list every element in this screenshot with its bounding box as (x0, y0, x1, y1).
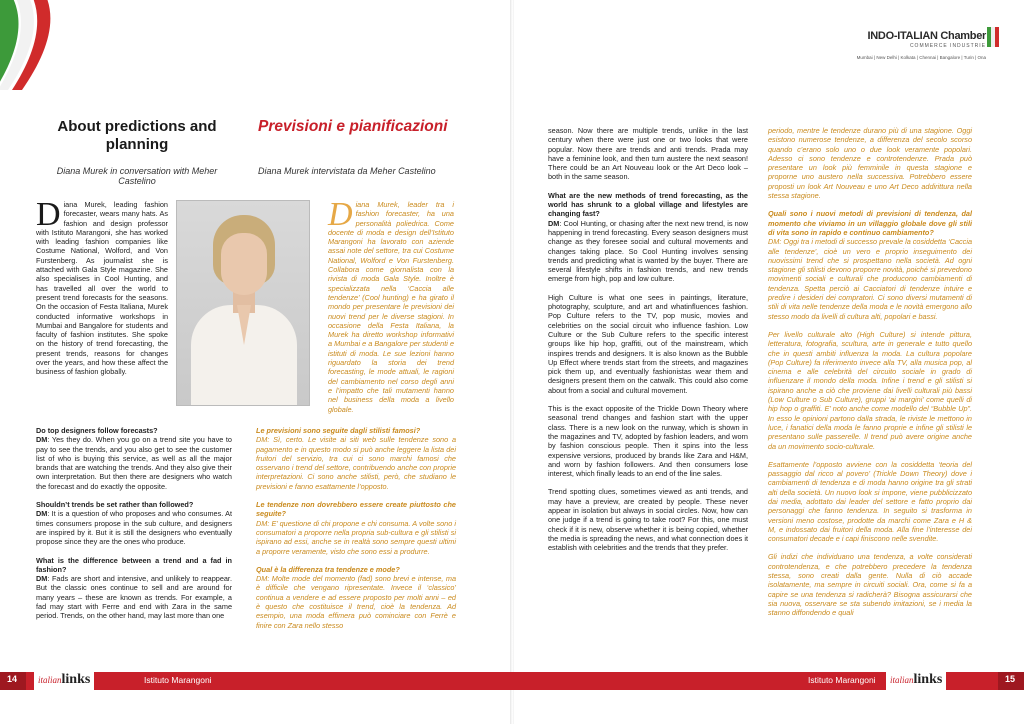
italian-qa-column (256, 426, 456, 639)
question-2-it: Le tendenze non dovrebbero essere create piuttosto che seguite? (256, 500, 456, 519)
portrait-photo (176, 200, 310, 406)
answer-4-it: DM: Oggi tra i metodi di successo prevale la cosiddetta ‘Caccia alle tendenze’, cioè un vero e proprio inseguimento dei nuovissimi trend che si prospettano nella società. Ad ogni stagione gli stilisti devono proporre novità, poiché si prevedono movimenti sociali e culturali che producono cambiamenti di tendenza. Spetta perciò ai Cacciatori di tendenze intuire e predire i desideri dei compratori. Ci sono diversi mutamenti di stili di vita nelle tendenze della moda e le novità emergono allo stesso modo da livelli di cultura alti, popolari e bassi. (768, 237, 972, 321)
para-2-it: Per livello culturale alto (High Culture) si intende pittura, letteratura, fotografia, scultura, arte in generale e tutto quello che in questi ambiti influenza la moda. La cultura popolare (Pop Culture) fa riferimento invece alla TV, alla musica pop, al cinema e alle celebrità del circuito sociale in grado di influenzare il mondo della moda. Infine i trend e gli stilisti si ispirano anche a ciò che proviene dai livelli culturali più bassi (Low Culture o Sub Culture), gruppi ‘ai margini’ come quelli di hip hop o graffiti. E’ noto anche come modello del “Bubble Up”. In esso le opinioni partono dalla strada, le riviste le mettono in luce, i fanatici della moda le fanno proprie e infine gli stilisti le presentano sulle passerelle. Il trend può avere origine anche da un movimento socio-culturale. (768, 329, 972, 451)
question-2-en: Shouldn’t trends be set rather than followed? (36, 500, 194, 510)
question-3-it: Qual è la differenza tra tendenze e mode? (256, 564, 400, 574)
para-4-it: Gli indizi che individuano una tendenza, a volte considerati controtendenza, e che potrebbero precedere la tendenza stessa, sono creati dalla gente. Nulla di ciò accade isolatamente, ma sempre in circuiti sociali. Ora, come si fa a capire se una tendenza si radicherà? Bisogna assicurarsi che sia nuova, osservare se sta subendo imitazioni, se i media la stanno diffondendo e quali (768, 552, 972, 618)
page-number-right: 15 (1005, 674, 1016, 684)
institute-label-left: Istituto Marangoni (144, 675, 212, 685)
english-qa-column: Do top designers follow forecasts? DM: Yes they do. When you go on a trend site you have to pay to see the trends, and you also get to see the customer list of who is buying this service, as well as all the major brands that are watching the trends. And they also give their own interpretation. But then there are designers who watch the forecast and do exactly the opposite. Shouldn’t trends be set rather than followed? DM: It is a question of who proposes and who consumes. At times consumers propose in the sub culture, and designers are inspired by it. But it is still the designers who eventually propose since they are the ones who produce. What is the difference between a trend and a fad in fashion? DM: Fads are short and intensive, and unlikely to reappear. But the classic ones continue to sell and are around for many years – these are known as trends. For example, a fad may start with Ferre and end with Zara in the same period. Trends, on the other hand, may last more than one (36, 426, 232, 621)
footer-bar (0, 672, 1024, 690)
question-1-en: Do top designers follow forecasts? (36, 426, 158, 435)
answer-3-it: DM: Molte mode del momento (fad) sono brevi e intense, ma è difficile che vengano ripresentate. Invece il ‘classico’ continua a vendere e ad essere proposto per molti anni – ed è questo che costituisce il trend, cioè la tendenza. Ad esempio, una moda effimera può cominciare con Ferrè e finire con Zara nello stesso (256, 574, 456, 630)
article-title-en: About predictions and planning (57, 118, 217, 153)
article-title-it: Previsioni e pianificazioni (258, 118, 448, 135)
para-2-en: High Culture is what one sees in paintings, literature, photography, sculpture, and art and whatinfluences fashion. Pop Culture refers to the TV, pop music, movies and celebrities on the social circuit who influence fashion. Low Culture or the Sub Culture refers to the specific interest groups like hip hop, graffiti, out of the mainstream, which inspires trends and designers. It is also known as the Bubble Up Effect where trends start from the streets, and magazines pick them up, and eventually fashionistas wear them and designers present them on the catwalk. This could also come about from a social and cultural movement. (548, 292, 748, 395)
para-3-en: This is the exact opposite of the Trickle Down Theory where seasonal trend changes and fashion start with the upper class. There is a new look on the runway, which is shown in the magazines and TV, adopted by fashion leaders, and worn by fashion conscious people. Then it spins into the less expensive versions, produced by brands like Zara and H&M, and worn by fashion followers. And then consumers lose interest, which finally leads to an end of the line sales. (548, 404, 748, 479)
dropcap-it: D (328, 196, 353, 233)
italian-links-logo-left: italian links (34, 669, 94, 691)
byline-en: Diana Murek in conversation with Meher Castelino (56, 166, 218, 186)
answer-2-it: DM: E’ questione di chi propone e chi consuma. A volte sono i consumatori a proporre nella propria sub-cultura e gli stilisti si ispirano ad essi, anche se in realtà sono sempre questi ultimi a proporre veramente, visto che sono essi a produrre. (256, 518, 456, 556)
intro-it: iana Murek, leader tra i fashion forecaster, ha una personalità poliedrica. Come docente di moda e design dell’Istituto Marangoni ha lavorato con aziende assai note del settore, tra cui Costume National, Wolford e Von Furstenberg. Collabora come giornalista con la rivista di moda Gala Style. Inoltre è specializzata nella ‘Caccia alle tendenze’ (Cool hunting) e ha girato il mondo per presentare le previsioni dei nuovi trend per le diverse stagioni. In occasione della Festa Italiana, la Murek ha diretto workshop informativi a Mumbai e a Bangalore per studenti e istituti di moda. Le sue lezioni hanno riguardato la storia dei trend forecasting, le mode attuali, le ragioni del cambiamento nel corso degli anni e l’impatto che tali mutamenti hanno nel business della moda a livello globale. (328, 200, 454, 414)
english-intro-column (36, 196, 168, 386)
answer-4-en: : Cool Hunting, or chasing after the next new trend, is now happening in trend forecasting. Every season designers must change as they foresee social and cultural movements and changes taking place. So Cool Hunting involves sensing trends and predicting what is wanted by the buyer. There are several lifestyle shifts in fashion trends, and new trends emerge from high, pop and low culture. (548, 218, 748, 284)
question-4-it: Quali sono i nuovi metodi di previsioni di tendenza, dal momento che viviamo in un villaggio globale dove gli stili di vita sono in rapido e continuo cambiamento? (768, 209, 972, 237)
answer-3-en: : Fads are short and intensive, and unlikely to reappear. But the classic ones continue to sell and are around for many years – these are known as trends. For example, a fad may start with Ferre and end with Zara in the same period. Trends, on the other hand, may last more than one (36, 574, 232, 621)
question-3-en: What is the difference between a trend and a fad in fashion? (36, 555, 232, 574)
italian-intro-column (328, 196, 454, 423)
answer-1-it: DM: Sì, certo. Le visite ai siti web sulle tendenze sono a pagamento e in questo modo si può anche leggere la lista dei fruitori del servizio, tra cui ci sono marchi famosi che osservano i trend del settore, contribuendo anche con proprie interpretazioni. Ci sono anche stilisti, però, che studiano le previsioni e fanno esattamente l’opposto. (256, 435, 456, 491)
answer-2-en: : It is a question of who proposes and who consumes. At times consumers propose in the sub culture, and designers are inspired by it. But it is still the designers who eventually propose since they are the ones who produce. (36, 509, 232, 547)
italian-flag-swoosh (0, 0, 70, 90)
intro-en: iana Murek, leading fashion forecaster, wears many hats. As fashion and design professor with Istituto Marangoni, she has worked with leading fashion companies like Costume National, Wolford, and Von Furstenberg. As journalist she is attached with Gala Style magazine. She also specialises in Cool Hunting, and has travelled all over the world to present trend forecasts for the seasons. On the occasion of Festa Italiana, Murek conducted informative workshops in Mumbai and Bangalore for students and faculty of fashion institutes. She spoke on the history of trend forecasting, the present trends, reasons for changes over the years, and how these affect the business of fashion globally. (36, 200, 168, 377)
chamber-emblem-icon (986, 26, 1000, 48)
para-4-en: Trend spotting clues, sometimes viewed as anti trends, and may have a preview, are created by people. These never appear in isolation but always in social circles. Now, how can one judge if a trend is going to take root? For this, one must check if it is new, observe whether it is being copied, whether the media is spreading the news, and what connection does it establish with celebrities and the trends that they prefer. (548, 487, 748, 553)
para-1-it: periodo, mentre le tendenze durano più di una stagione. Oggi esistono numerose tendenze, a differenza del secolo scorso quando c’erano solo uno o due look veramente popolari. Adesso ci sono tendenze e controtendenze. Prada può presentare un look più femminile in questa stagione e proporne uno austero nella successiva. Potrebbero essere proposti un look Art Nouveau e uno Art Deco addirittura nella stessa stagione. (768, 126, 972, 201)
italian-column-right (768, 126, 972, 627)
question-1-it: Le previsioni sono seguite dagli stilisti famosi? (256, 426, 421, 435)
english-column-right: season. Now there are multiple trends, unlike in the last century when there were just one or two looks that were popular. Now there are trends and anti trends. Prada may have a feminine look, and then turn austere the next season! There could be an Art Nouveau look or the Art Deco look – both in the same season. What are the new methods of trend forecasting, as the world has shrunk to a global village and lifestyles are changing fast? DM: Cool Hunting, or chasing after the next new trend, is now happening in trend forecasting. Every season designers must change as they foresee social and cultural movements and changes taking place. So Cool Hunting involves sensing trends and predicting what is wanted by the buyer. There are several lifestyle shifts in fashion trends, and new trends emerge from high, pop and low culture. High Culture is what one sees in paintings, literature, photography, sculpture, and art and whatinfluences fashion. Pop Culture refers to the TV, pop music, movies and celebrities on the social circuit who influence fashion. Low Culture or the Sub Culture refers to the specific interest groups like hip hop, graffiti, out of the mainstream, which inspires trends and designers. It is also known as the Bubble Up Effect where trends start from the streets, and magazines pick them up, and eventually fashionistas wear them and designers present them on the catwalk. This could also come about from a social and cultural movement. This is the exact opposite of the Trickle Down Theory where seasonal trend changes and fashion start with the upper class. There is a new look on the runway, which is shown in the magazines and TV, adopted by fashion leaders, and worn by fashion conscious people. Then it spins into the less expensive versions, produced by brands like Zara and H&M, and worn by fashion followers. And then consumers lose interest, which finally leads to an end of the line sales. Trend spotting clues, sometimes viewed as anti trends, and may have a preview, are created by people. These never appear in isolation but always in social circles. Now, how can one judge if a trend is going to take root? For this, one must check if it is new, observe whether it is being copied, whether the media is spreading the news, and what connection does it establish with celebrities and the trends that they prefer. (548, 126, 748, 553)
indo-italian-chamber-logo: INDO-ITALIAN Chamber COMMERCE INDUSTRIE Mumbai | New Delhi | Kolkata | Chennai | Bangalore | Turin | Ona (856, 30, 986, 60)
institute-label-right: Istituto Marangoni (808, 675, 876, 685)
para-1-en: season. Now there are multiple trends, unlike in the last century when there were just one or two looks that were popular. Now there are trends and anti trends. Prada may have a feminine look, and then turn austere the next season! There could be an Art Nouveau look or the Art Deco look – both in the same season. (548, 126, 748, 182)
italian-links-logo-right: italian links (886, 669, 946, 691)
para-3-it: Esattamente l’opposto avviene con la cosiddetta ‘teoria del passaggio dal ricco al povero’ (Trickle Down Theory) dove i cambiamenti di tendenza e di moda hanno origine tra gli strati alti della società. Un nuovo look si impone, viene pubblicizzato dai media, adottato dai leader del settore e fatto proprio dai personaggi che fanno tendenza. In seguito si trasforma in versioni meno costose, prodotte da marchi come Zara e H & M, e indossato dai fruitori della moda. Alla fine l’interesse dei consumatori decade e i capi finiscono nelle svendite. (768, 459, 972, 544)
page-number-left: 14 (7, 674, 18, 684)
right-page (512, 0, 1024, 724)
answer-1-en: : Yes they do. When you go on a trend site you have to pay to see the trends, and you also get to see the customer list of who is buying this service, as well as all the major brands that are watching the trends. And they also give their own interpretation. But then there are designers who watch the forecast and do exactly the opposite. (36, 435, 232, 491)
dropcap-en: D (36, 196, 61, 233)
byline-it: Diana Murek intervistata da Meher Castelino (258, 166, 436, 176)
question-4-en: What are the new methods of trend forecasting, as the world has shrunk to a global village and lifestyles are changing fast? (548, 190, 748, 219)
